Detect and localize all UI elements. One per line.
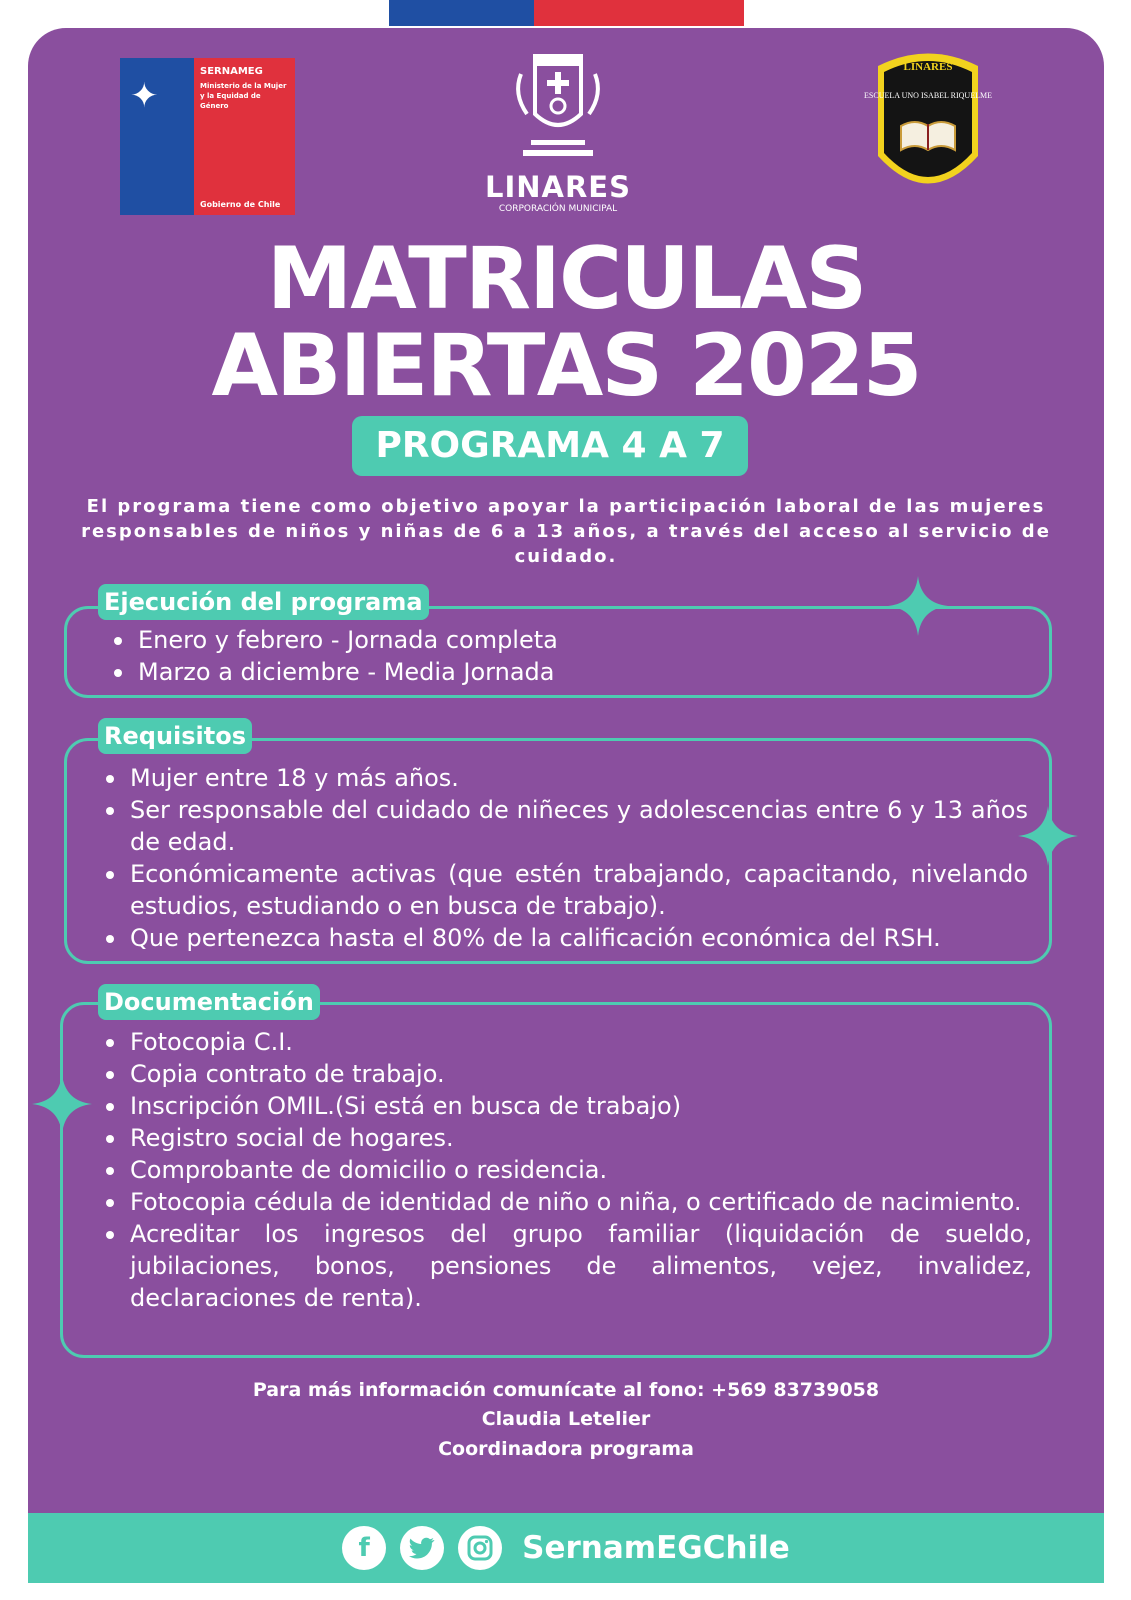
headline-line-2: ABIERTAS 2025 [211, 316, 921, 416]
school-badge-logo [864, 46, 992, 206]
sernameg-logo-blue-panel [120, 58, 194, 215]
list-item: Fotocopia C.I. [100, 1026, 1032, 1058]
contact-name: Claudia Letelier [481, 1408, 651, 1430]
list-item: Mujer entre 18 y más años. [100, 762, 1028, 794]
list-item: Comprobante de domicilio o residencia. [100, 1154, 1032, 1186]
coat-of-arms-icon: ✦ [130, 76, 159, 116]
flag-strip-red [534, 0, 744, 26]
government-label: Gobierno de Chile [200, 200, 281, 209]
sernameg-logo-red-panel [194, 58, 295, 215]
documentation-list [100, 1026, 1032, 1314]
instagram-icon[interactable] [458, 1526, 502, 1570]
contact-role: Coordinadora programa [438, 1438, 694, 1460]
section-title-execution: Ejecución del programa [98, 584, 429, 620]
poster-card [28, 28, 1104, 1583]
sernameg-title: SERNAMEG [200, 66, 263, 77]
list-item: Acreditar los ingresos del grupo familiar (liquidación de sueldo, jubilaciones, bonos, pensiones de alimentos, vejez, invalidez, declaraciones de renta). [100, 1218, 1032, 1314]
intro-paragraph: El programa tiene como objetivo apoyar la participación laboral de las mujeres responsables de niños y niñas de 6 a 13 años, a través del acceso al servicio de cuidado. [81, 496, 1051, 567]
linares-crest-icon [513, 44, 603, 164]
linares-subtitle: CORPORACIÓN MUNICIPAL [498, 204, 618, 214]
sparkle-icon [32, 1074, 92, 1134]
sernameg-logo [120, 58, 295, 215]
section-title-documentation: Documentación [98, 984, 320, 1020]
footer-bar [28, 1513, 1104, 1583]
list-item: Copia contrato de trabajo. [100, 1058, 1032, 1090]
list-item: Que pertenezca hasta el 80% de la calificación económica del RSH. [100, 922, 1028, 954]
list-item: Fotocopia cédula de identidad de niño o niña, o certificado de nacimiento. [100, 1186, 1032, 1218]
sernameg-subtitle: Ministerio de la Mujer y la Equidad de Género [200, 82, 287, 110]
list-item: Económicamente activas (que estén trabajando, capacitando, nivelando estudios, estudiando o en busca de trabajo). [100, 858, 1028, 922]
sparkle-icon [1018, 806, 1078, 866]
twitter-icon[interactable] [400, 1526, 444, 1570]
flag-strip-blue [389, 0, 534, 26]
list-item: Ser responsable del cuidado de niñeces y adolescencias entre 6 y 13 años de edad. [100, 794, 1028, 858]
requirements-list [100, 762, 1028, 954]
school-name: ESCUELA UNO ISABEL RIQUELME [864, 91, 992, 100]
headline-line-1: MATRICULAS [266, 229, 866, 329]
contact-phone-line: Para más información comunícate al fono: +569 83739058 [252, 1379, 880, 1401]
sparkle-icon [888, 576, 948, 636]
social-handle[interactable]: SernamEGChile [522, 1530, 790, 1566]
list-item: Inscripción OMIL.(Si está en busca de trabajo) [100, 1090, 1032, 1122]
linares-logo [478, 44, 638, 214]
facebook-icon[interactable]: f [342, 1526, 386, 1570]
section-title-requirements: Requisitos [98, 718, 252, 754]
program-label: PROGRAMA 4 A 7 [352, 416, 748, 476]
list-item: Marzo a diciembre - Media Jornada [108, 656, 1028, 688]
list-item: Enero y febrero - Jornada completa [108, 624, 1028, 656]
linares-name: LINARES [484, 170, 631, 204]
school-top-text: LINARES [903, 61, 953, 73]
list-item: Registro social de hogares. [100, 1122, 1032, 1154]
